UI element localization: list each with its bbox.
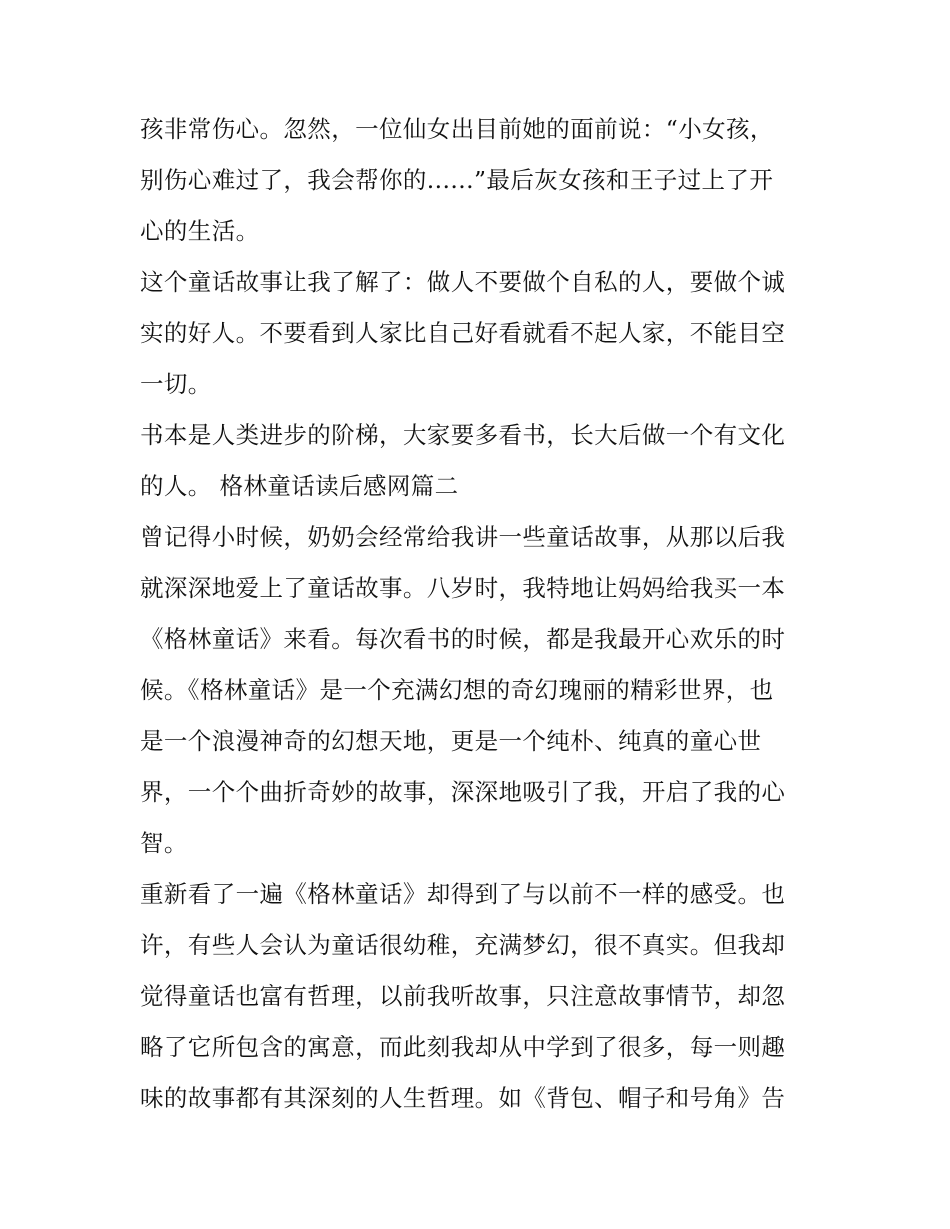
- text-line: 略了它所包含的寓意，而此刻我却从中学到了很多，每一则趣: [140, 1033, 786, 1061]
- text-line: 书本是人类进步的阶梯，大家要多看书，长大后做一个有文化: [140, 421, 786, 449]
- text-line: 《格林童话》来看。每次看书的时候，都是我最开心欢乐的时: [140, 625, 786, 653]
- text-line: 这个童话故事让我了解了：做人不要做个自私的人，要做个诚: [140, 268, 786, 296]
- text-line: 味的故事都有其深刻的人生哲理。如《背包、帽子和号角》告: [140, 1084, 786, 1112]
- text-line: 重新看了一遍《格林童话》却得到了与以前不一样的感受。也: [140, 880, 786, 908]
- text-line: 一切。: [140, 370, 212, 398]
- text-line: 实的好人。不要看到人家比自己好看就看不起人家，不能目空: [140, 319, 786, 347]
- text-line: 智。: [140, 829, 188, 857]
- text-line: 就深深地爱上了童话故事。八岁时，我特地让妈妈给我买一本: [140, 574, 786, 602]
- text-line: 候。《格林童话》是一个充满幻想的奇幻瑰丽的精彩世界，也: [140, 676, 774, 704]
- body-text: [140, 104, 812, 1124]
- text-line: 别伤心难过了，我会帮你的......”最后灰女孩和王子过上了开: [140, 166, 774, 194]
- text-line: 孩非常伤心。忽然，一位仙女出目前她的面前说：“小女孩，: [140, 115, 774, 143]
- text-line: 界，一个个曲折奇妙的故事，深深地吸引了我，开启了我的心: [140, 778, 786, 806]
- text-line: 的人。 格林童话读后感网篇二: [140, 472, 459, 500]
- text-line: 许，有些人会认为童话很幼稚，充满梦幻，很不真实。但我却: [140, 931, 786, 959]
- text-line: 心的生活。: [140, 217, 260, 245]
- text-line: 觉得童话也富有哲理，以前我听故事，只注意故事情节，却忽: [140, 982, 786, 1010]
- text-line: 是一个浪漫神奇的幻想天地，更是一个纯朴、纯真的童心世: [140, 727, 762, 755]
- text-line: 曾记得小时候，奶奶会经常给我讲一些童话故事，从那以后我: [140, 523, 786, 551]
